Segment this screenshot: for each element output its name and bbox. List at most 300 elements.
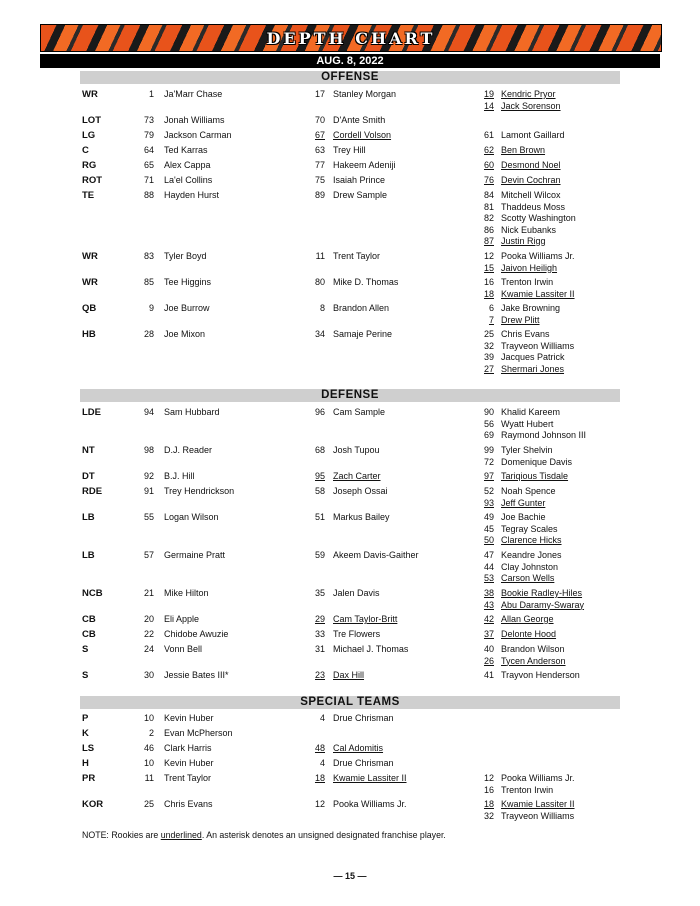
reserve-player	[470, 457, 572, 469]
reserve-player	[470, 160, 561, 172]
starter-name: Mike Hilton	[164, 588, 209, 598]
position-label: LS	[82, 743, 95, 754]
reserve-number: 32	[483, 810, 494, 821]
reserve-player	[470, 644, 566, 656]
position-label: LB	[82, 550, 95, 561]
second-string-number: 31	[314, 644, 325, 654]
starter-number: 1	[148, 89, 154, 99]
reserve-player	[470, 524, 562, 536]
reserve-number: 25	[483, 329, 494, 339]
reserve-number: 90	[483, 407, 494, 417]
reserve-list	[470, 486, 556, 509]
reserve-player	[470, 799, 575, 811]
reserve-number: 16	[483, 784, 494, 795]
reserve-name: Lamont Gaillard	[501, 130, 565, 140]
reserve-name: Tegray Scales	[501, 523, 558, 534]
reserve-player	[470, 773, 575, 785]
reserve-name: Tyler Shelvin	[501, 445, 553, 455]
reserve-player	[470, 550, 562, 562]
reserve-list	[470, 550, 562, 585]
second-string-number: 89	[314, 190, 325, 200]
starter-name: Logan Wilson	[164, 512, 219, 522]
reserve-player	[470, 202, 576, 214]
starter-name: B.J. Hill	[164, 471, 195, 481]
starter-name: Hayden Hurst	[164, 190, 220, 200]
reserve-player	[470, 175, 561, 187]
reserve-list	[470, 160, 561, 172]
reserve-player	[470, 352, 574, 364]
starter-name: Vonn Bell	[164, 644, 203, 654]
second-string-number: 4	[319, 758, 325, 768]
reserve-list	[470, 799, 575, 822]
reserve-name: Trayvon Henderson	[501, 670, 580, 680]
second-string-number: 33	[314, 629, 325, 639]
starter-number: 55	[143, 512, 154, 522]
position-label: KOR	[82, 799, 104, 810]
page-title: DEPTH CHART	[266, 28, 436, 48]
position-label: LB	[82, 512, 95, 523]
starter-name: Trey Hendrickson	[164, 486, 235, 496]
reserve-player	[470, 145, 545, 157]
second-string-name: Cordell Volson	[333, 130, 392, 140]
starter-name: Evan McPherson	[164, 728, 233, 738]
reserve-player	[470, 785, 575, 797]
reserve-name: Jack Sorenson	[501, 100, 561, 111]
reserve-list	[470, 512, 562, 547]
reserve-player	[470, 341, 574, 353]
second-string-number: 51	[314, 512, 325, 522]
position-label: RDE	[82, 486, 103, 497]
starter-number: 79	[143, 130, 154, 140]
reserve-player	[470, 430, 586, 442]
reserve-name: Jeff Gunter	[501, 497, 546, 508]
reserve-player	[470, 190, 576, 202]
reserve-number: 81	[483, 201, 494, 212]
second-string-name: Markus Bailey	[333, 512, 390, 522]
position-label: WR	[82, 251, 98, 262]
page-number: — 15 —	[333, 871, 367, 881]
reserve-number: 14	[483, 100, 494, 111]
starter-name: Tyler Boyd	[164, 251, 207, 261]
starter-name: Chidobe Awuzie	[164, 629, 229, 639]
reserve-number: 41	[483, 670, 494, 680]
reserve-name: Clay Johnston	[501, 561, 559, 572]
reserve-name: Raymond Johnson III	[501, 430, 587, 440]
second-string-number: 34	[314, 329, 325, 339]
reserve-list	[470, 190, 576, 248]
reserve-number: 72	[483, 456, 494, 467]
reserve-number: 42	[483, 614, 494, 624]
reserve-player	[470, 89, 561, 101]
second-string-name: Brandon Allen	[333, 303, 390, 313]
reserve-number: 49	[483, 512, 494, 522]
reserve-list	[470, 145, 545, 157]
reserve-number: 97	[483, 471, 494, 481]
position-label: DT	[82, 471, 95, 482]
second-string-name: Isaiah Prince	[333, 175, 386, 185]
second-string-number: 23	[314, 670, 325, 680]
position-label: ROT	[82, 175, 103, 186]
position-label: S	[82, 644, 89, 655]
reserve-number: 7	[488, 314, 494, 325]
section-heading: DEFENSE	[80, 389, 620, 402]
reserve-name: Jaivon Heiligh	[501, 262, 558, 273]
starter-number: 2	[148, 728, 154, 738]
reserve-list	[470, 89, 561, 112]
second-string-name: Tre Flowers	[333, 629, 381, 639]
reserve-number: 6	[488, 303, 494, 313]
reserve-name: Bookie Radley-Hiles	[501, 588, 583, 598]
starter-name: D.J. Reader	[164, 445, 213, 455]
reserve-name: Allan George	[501, 614, 554, 624]
second-string-number: 11	[315, 251, 325, 261]
reserve-number: 18	[483, 799, 494, 809]
reserve-number: 99	[483, 445, 494, 455]
reserve-name: Shermari Jones	[501, 363, 565, 374]
second-string-name: Drue Chrisman	[333, 758, 394, 768]
reserve-player	[470, 562, 562, 574]
second-string-number: 68	[314, 445, 325, 455]
starter-number: 92	[143, 471, 154, 481]
reserve-player	[470, 629, 556, 641]
starter-number: 9	[148, 303, 154, 313]
position-label: P	[82, 713, 89, 724]
reserve-name: Kwamie Lassiter II	[501, 799, 575, 809]
section-heading: OFFENSE	[80, 71, 620, 84]
reserve-number: 93	[483, 497, 494, 508]
reserve-number: 15	[483, 262, 494, 273]
reserve-number: 53	[483, 573, 494, 583]
depth-chart-banner	[40, 24, 662, 52]
second-string-name: Cam Sample	[333, 407, 386, 417]
second-string-number: 70	[314, 115, 325, 125]
reserve-player	[470, 670, 580, 682]
reserve-player	[470, 303, 560, 315]
reserve-number: 40	[483, 644, 494, 654]
starter-number: 10	[143, 758, 154, 768]
starter-name: Jessie Bates III*	[164, 670, 229, 680]
reserve-list	[470, 251, 575, 274]
reserve-number: 45	[483, 523, 494, 534]
reserve-player	[470, 130, 565, 142]
starter-name: Joe Mixon	[164, 329, 206, 339]
starter-name: Jackson Carman	[164, 130, 232, 140]
reserve-number: 44	[483, 561, 494, 572]
reserve-name: Clarence Hicks	[501, 535, 562, 545]
reserve-number: 37	[483, 629, 494, 639]
starter-name: Clark Harris	[164, 743, 212, 753]
position-label: QB	[82, 303, 97, 314]
starter-name: Ja'Marr Chase	[164, 89, 223, 99]
starter-number: 57	[143, 550, 154, 560]
second-string-name: Cam Taylor-Britt	[333, 614, 398, 624]
starter-number: 24	[143, 644, 154, 654]
reserve-number: 86	[483, 224, 494, 235]
second-string-name: Dax Hill	[333, 670, 365, 680]
position-label: TE	[82, 190, 95, 201]
reserve-list	[470, 614, 554, 626]
reserve-name: Ben Brown	[501, 145, 546, 155]
starter-number: 71	[143, 175, 154, 185]
starter-name: Kevin Huber	[164, 758, 214, 768]
starter-name: Alex Cappa	[164, 160, 211, 170]
starter-name: Tee Higgins	[164, 277, 212, 287]
second-string-number: 29	[314, 614, 325, 624]
reserve-list	[470, 329, 574, 375]
second-string-name: Josh Tupou	[333, 445, 380, 455]
position-label: WR	[82, 89, 98, 100]
second-string-name: Jalen Davis	[333, 588, 380, 598]
starter-number: 65	[143, 160, 154, 170]
reserve-number: 56	[483, 418, 494, 429]
second-string-number: 95	[314, 471, 325, 481]
reserve-list	[470, 773, 575, 796]
reserve-name: Trenton Irwin	[501, 784, 554, 795]
reserve-name: Trenton Irwin	[501, 277, 554, 287]
reserve-list	[470, 407, 586, 442]
reserve-name: Tycen Anderson	[501, 655, 566, 666]
reserve-number: 12	[483, 773, 494, 783]
second-string-number: 75	[314, 175, 325, 185]
reserve-player	[470, 811, 575, 823]
second-string-number: 59	[314, 550, 325, 560]
reserve-list	[470, 644, 566, 667]
starter-number: 28	[143, 329, 154, 339]
reserve-number: 26	[483, 655, 494, 666]
second-string-number: 63	[314, 145, 325, 155]
second-string-number: 17	[314, 89, 325, 99]
position-label: S	[82, 670, 89, 681]
reserve-name: Nick Eubanks	[501, 224, 557, 235]
second-string-name: Drue Chrisman	[333, 713, 394, 723]
position-label: RG	[82, 160, 97, 171]
reserve-name: Thaddeus Moss	[501, 201, 566, 212]
reserve-player	[470, 289, 575, 301]
second-string-name: Cal Adomitis	[333, 743, 384, 753]
reserve-player	[470, 315, 560, 327]
reserve-number: 50	[483, 535, 494, 545]
reserve-name: Domenique Davis	[501, 456, 573, 467]
reserve-number: 52	[483, 486, 494, 496]
reserve-player	[470, 329, 574, 341]
reserve-player	[470, 213, 576, 225]
second-string-number: 96	[314, 407, 325, 417]
second-string-name: Akeem Davis-Gaither	[333, 550, 419, 560]
reserve-name: Wyatt Hubert	[501, 418, 554, 429]
reserve-name: Scotty Washington	[501, 213, 576, 223]
reserve-list	[470, 445, 572, 468]
reserve-name: Mitchell Wilcox	[501, 190, 561, 200]
reserve-name: Joe Bachie	[501, 512, 546, 522]
second-string-number: 77	[314, 160, 325, 170]
second-string-name: Mike D. Thomas	[333, 277, 399, 287]
second-string-name: Zach Carter	[333, 471, 381, 481]
second-string-name: Hakeem Adeniji	[333, 160, 396, 170]
starter-number: 21	[143, 588, 154, 598]
reserve-name: Carson Wells	[501, 573, 555, 583]
reserve-number: 12	[483, 251, 494, 261]
starter-number: 83	[143, 251, 154, 261]
reserve-player	[470, 573, 562, 585]
reserve-player	[470, 498, 556, 510]
reserve-list	[470, 130, 565, 142]
reserve-number: 38	[483, 588, 494, 598]
reserve-list	[470, 471, 568, 483]
second-string-name: D'Ante Smith	[333, 115, 386, 125]
reserve-name: Khalid Kareem	[501, 407, 561, 417]
position-label: NT	[82, 445, 95, 456]
second-string-name: Joseph Ossai	[333, 486, 388, 496]
reserve-number: 84	[483, 190, 494, 200]
position-label: LDE	[82, 407, 101, 418]
reserve-number: 18	[483, 288, 494, 299]
position-label: NCB	[82, 588, 103, 599]
reserve-name: Pooka Williams Jr.	[501, 251, 575, 261]
position-label: K	[82, 728, 89, 739]
position-label: C	[82, 145, 89, 156]
reserve-name: Keandre Jones	[501, 550, 562, 560]
reserve-player	[470, 588, 584, 600]
reserve-name: Kendric Pryor	[501, 89, 556, 99]
reserve-list	[470, 277, 575, 300]
position-label: H	[82, 758, 89, 769]
starter-number: 64	[143, 145, 154, 155]
position-label: LG	[82, 130, 96, 141]
starter-name: Germaine Pratt	[164, 550, 226, 560]
second-string-number: 4	[319, 713, 325, 723]
second-string-number: 67	[314, 130, 325, 140]
reserve-name: Pooka Williams Jr.	[501, 773, 575, 783]
starter-number: 91	[143, 486, 154, 496]
reserve-number: 76	[483, 175, 494, 185]
starter-number: 25	[143, 799, 154, 809]
reserve-list	[470, 670, 580, 682]
second-string-name: Kwamie Lassiter II	[333, 773, 407, 783]
starter-number: 73	[143, 115, 154, 125]
reserve-number: 82	[483, 213, 494, 223]
reserve-name: Delonte Hood	[501, 629, 557, 639]
second-string-name: Trent Taylor	[333, 251, 381, 261]
starter-name: Ted Karras	[164, 145, 208, 155]
reserve-player	[470, 407, 586, 419]
reserve-player	[470, 277, 575, 289]
second-string-number: 80	[314, 277, 325, 287]
reserve-number: 43	[483, 599, 494, 610]
reserve-player	[470, 263, 575, 275]
starter-number: 98	[143, 445, 154, 455]
position-label: WR	[82, 277, 98, 288]
starter-number: 30	[143, 670, 154, 680]
starter-number: 10	[143, 713, 154, 723]
reserve-player	[470, 445, 572, 457]
reserve-list	[470, 588, 584, 611]
starter-name: Trent Taylor	[164, 773, 212, 783]
starter-number: 20	[143, 614, 154, 624]
second-string-number: 58	[314, 486, 325, 496]
reserve-player	[470, 614, 554, 626]
reserve-name: Justin Rigg	[501, 236, 546, 246]
second-string-name: Drew Sample	[333, 190, 388, 200]
position-label: HB	[82, 329, 96, 340]
reserve-name: Brandon Wilson	[501, 644, 565, 654]
reserve-player	[470, 236, 576, 248]
starter-name: Sam Hubbard	[164, 407, 220, 417]
reserve-number: 62	[483, 145, 494, 155]
reserve-number: 39	[483, 352, 494, 362]
reserve-name: Chris Evans	[501, 329, 550, 339]
reserve-number: 19	[483, 89, 494, 99]
section-heading: SPECIAL TEAMS	[80, 696, 620, 709]
reserve-list	[470, 303, 560, 326]
starter-name: La'el Collins	[164, 175, 213, 185]
position-label: CB	[82, 614, 96, 625]
starter-number: 11	[144, 773, 154, 783]
reserve-name: Noah Spence	[501, 486, 556, 496]
reserve-name: Trayveon Williams	[501, 810, 575, 821]
second-string-name: Samaje Perine	[333, 329, 393, 339]
reserve-player	[470, 656, 566, 668]
reserve-player	[470, 101, 561, 113]
starter-name: Kevin Huber	[164, 713, 214, 723]
reserve-number: 47	[483, 550, 494, 560]
starter-number: 85	[143, 277, 154, 287]
reserve-player	[470, 419, 586, 431]
second-string-name: Trey Hill	[333, 145, 366, 155]
starter-number: 22	[143, 629, 154, 639]
starter-number: 94	[143, 407, 154, 417]
starter-number: 46	[143, 743, 154, 753]
reserve-player	[470, 364, 574, 376]
position-label: CB	[82, 629, 96, 640]
second-string-name: Pooka Williams Jr.	[333, 799, 407, 809]
reserve-name: Trayveon Williams	[501, 340, 575, 351]
reserve-number: 16	[483, 277, 494, 287]
starter-number: 88	[143, 190, 154, 200]
starter-name: Chris Evans	[164, 799, 213, 809]
reserve-number: 61	[483, 130, 494, 140]
reserve-name: Jacques Patrick	[501, 352, 565, 362]
reserve-name: Drew Plitt	[501, 314, 540, 325]
reserve-player	[470, 225, 576, 237]
starter-name: Eli Apple	[164, 614, 200, 624]
reserve-player	[470, 600, 584, 612]
reserve-player	[470, 486, 556, 498]
date-bar: AUG. 8, 2022	[40, 54, 660, 68]
reserve-name: Abu Daramy-Swaray	[501, 599, 585, 610]
reserve-number: 60	[483, 160, 494, 170]
second-string-number: 18	[314, 773, 325, 783]
second-string-name: Michael J. Thomas	[333, 644, 409, 654]
reserve-player	[470, 471, 568, 483]
reserve-list	[470, 629, 556, 641]
position-label: LOT	[82, 115, 101, 126]
second-string-name: Stanley Morgan	[333, 89, 397, 99]
reserve-number: 69	[483, 430, 494, 440]
reserve-name: Tariqious Tisdale	[501, 471, 569, 481]
reserve-player	[470, 512, 562, 524]
reserve-number: 87	[483, 236, 494, 246]
reserve-number: 32	[483, 340, 494, 351]
second-string-number: 12	[314, 799, 325, 809]
reserve-player	[470, 535, 562, 547]
reserve-name: Jake Browning	[501, 303, 561, 313]
second-string-number: 48	[314, 743, 325, 753]
reserve-list	[470, 175, 561, 187]
starter-name: Joe Burrow	[164, 303, 210, 313]
starter-name: Jonah Williams	[164, 115, 225, 125]
second-string-number: 8	[319, 303, 325, 313]
reserve-player	[470, 251, 575, 263]
